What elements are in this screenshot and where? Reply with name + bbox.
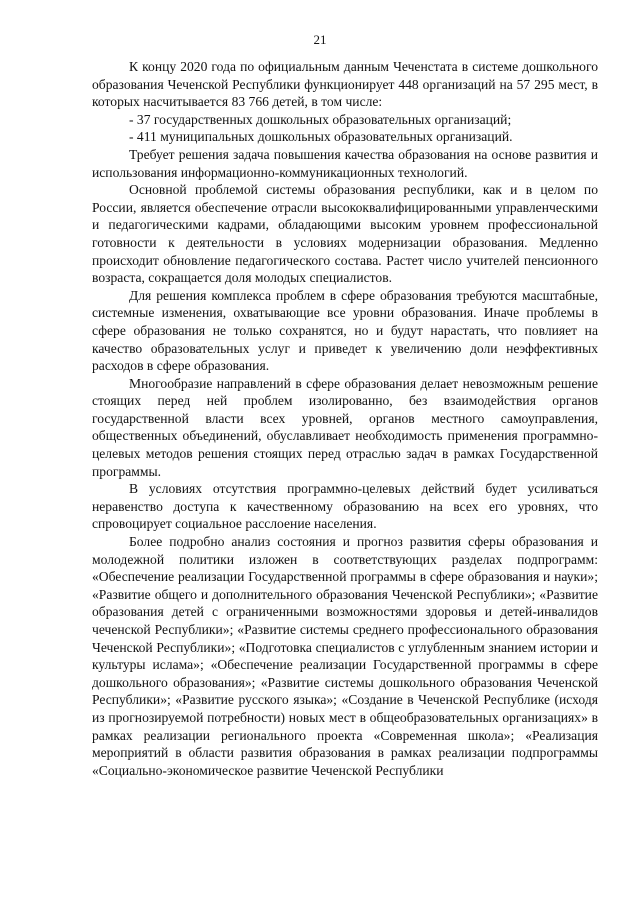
list-item-state-organizations: - 37 государственных дошкольных образовательных организаций;: [129, 111, 512, 127]
paragraph-preschool-stats: К концу 2020 года по официальным данным Чеченстата в системе дошкольного образования Чеченской Республики функционирует 448 организаций на 57 295 мест, в которых насчитывается 83 766 детей, в том числе:: [92, 59, 598, 110]
paragraph-staffing-problem: Основной проблемой системы образования республики, как и в целом по России, является обеспечение отрасли высококвалифицированными управленческими и педагогическими кадрами, обладающими высоким уровнем профессиональной готовности к деятельности в условиях модернизации образования. Медленно происходит обновление педагогического состава. Растет число учителей пенсионного возраста, сокращается доля молодых специалистов.: [92, 182, 598, 286]
paragraph-inequality: В условиях отсутствия программно-целевых действий будет усиливаться неравенство доступа к качественному образованию на всех его уровнях, что спровоцирует социальное расслоение населения.: [92, 481, 598, 532]
paragraph-program-methods: Многообразие направлений в сфере образования делает невозможным решение стоящих перед ней проблем изолированно, без взаимодействия органов государственной власти всех уровней, органов местного самоуправления, общественных объединений, обуславливает необходимость применения программно-целевых методов решения стоящих перед отраслью задач в рамках Государственной программы.: [92, 375, 598, 479]
paragraph-ict-quality: Требует решения задача повышения качества образования на основе развития и использования информационно-коммуникационных технологий.: [92, 146, 598, 180]
paragraph-subprograms: Более подробно анализ состояния и прогноз развития сферы образования и молодежной политики изложен в соответствующих разделах подпрограмм: «Обеспечение реализации Государственной программы в сфере образования и науки»; «Развитие общего и дополнительного образования Чеченской Республики»; «Развитие образования детей с ограниченными возможностями здоровья и детей-инвалидов чеченской Республики»; «Развитие системы среднего профессионального образования Чеченской Республики»; «Подготовка специалистов с углубленным знанием истории и культуры ислама»; «Обеспечение реализации Государственной программы в сфере дошкольного образования»; «Развитие системы дошкольного образования Чеченской Республики»; «Развитие русского языка»; «Создание в Чеченской Республике (исходя из прогнозируемой потребности) новых мест в общеобразовательных организациях» в рамках реализации регионального проекта «Современная школа»; «Реализация мероприятий в области развития образования в рамках реализации подпрограммы «Социально-экономическое развитие Чеченской Республики: [92, 534, 598, 778]
page-number: 21: [313, 32, 327, 47]
list-item-municipal-organizations: - 411 муниципальных дошкольных образовательных организаций.: [129, 129, 513, 145]
body-text: [92, 58, 598, 779]
paragraph-systemic-changes: Для решения комплекса проблем в сфере образования требуются масштабные, системные изменения, охватывающие все уровни образования. Иначе проблемы в сфере образования не только сохранятся, но и будут нарастать, что повлияет на качество образовательных услуг и приведет к увеличению доли неэффективных расходов в сфере образования.: [92, 287, 598, 374]
